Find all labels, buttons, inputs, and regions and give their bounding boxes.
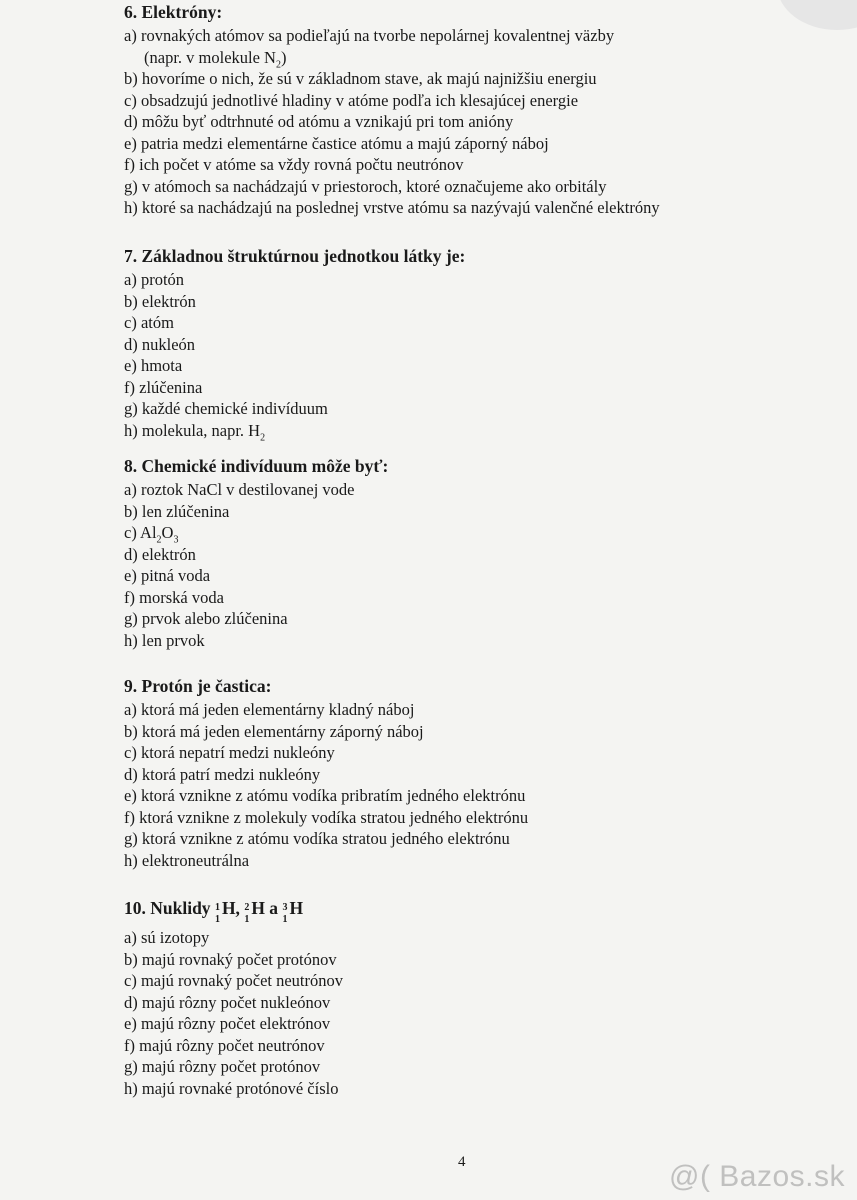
option-8d: d) elektrón (124, 544, 196, 564)
option-10g: g) majú rôzny počet protónov (124, 1057, 321, 1076)
option-6g: g) v atómoch sa nachádzajú v priestoroch, ktoré označujeme ako orbitály (124, 176, 607, 196)
option-9d: d) ktorá patrí medzi nukleóny (124, 764, 321, 784)
question-7-title: 7. Základnou štruktúrnou jednotkou látky je: (124, 246, 466, 266)
question-7 (124, 246, 764, 441)
option-8c: c) $Al_2O_3$ (124, 523, 179, 546)
question-9 (124, 676, 764, 871)
option-8f: f) morská voda (124, 587, 224, 607)
question-9-title: 9. Protón je častica: (124, 676, 272, 696)
option-10b: b) majú rovnaký počet protónov (124, 949, 337, 969)
question-8 (124, 456, 764, 651)
option-6d: d) môžu byť odtrhnuté od atómu a vznikajú pri tom anióny (124, 112, 514, 131)
option-8e: e) pitná voda (124, 566, 211, 585)
option-8h: h) len prvok (124, 630, 205, 650)
option-6b: b) hovoríme o nich, že sú v základnom stave, ak majú najnižšiu energiu (124, 69, 597, 88)
option-9c: c) ktorá nepatrí medzi nukleóny (124, 743, 335, 762)
option-9f: f) ktorá vznikne z molekuly vodíka stratou jedného elektrónu (124, 807, 529, 827)
option-8g: g) prvok alebo zlúčenina (124, 609, 288, 628)
option-8a: a) roztok NaCl v destilovanej vode (124, 480, 355, 499)
option-9e: e) ktorá vznikne z atómu vodíka pribratím jedného elektrónu (124, 786, 526, 805)
option-10e: e) majú rôzny počet elektrónov (124, 1014, 331, 1033)
corner-shadow (777, 0, 857, 30)
option-6c: c) obsadzujú jednotlivé hladiny v atóme podľa ich klesajúcej energie (124, 90, 579, 110)
option-9g: g) ktorá vznikne z atómu vodíka stratou jedného elektrónu (124, 829, 510, 848)
nuclide-2-notation: 2 1 (244, 902, 250, 925)
option-7h: h) molekula, napr. $H_2$ (124, 420, 266, 443)
nuclide-1-notation: 1 1 (214, 902, 220, 925)
option-7g: g) každé chemické indivíduum (124, 399, 328, 418)
question-10 (124, 898, 764, 1099)
option-6f: f) ich počet v atóme sa vždy rovná počtu neutrónov (124, 155, 464, 174)
watermark-logo: @( Bazos.sk (669, 1160, 845, 1193)
option-7e: e) hmota (124, 356, 183, 375)
question-6-title: 6. Elektróny: (124, 2, 223, 22)
question-6 (124, 2, 764, 219)
option-8b: b) len zlúčenina (124, 501, 230, 521)
option-10f: f) majú rôzny počet neutrónov (124, 1035, 325, 1055)
option-7c: c) atóm (124, 313, 174, 332)
option-6h: h) ktoré sa nachádzajú na poslednej vrstve atómu sa nazývajú valenčné elektróny (124, 198, 660, 217)
page-number: 4 (458, 1154, 466, 1170)
option-10a: a) sú izotopy (124, 928, 210, 947)
option-10d: d) majú rôzny počet nukleónov (124, 992, 331, 1012)
option-9a: a) ktorá má jeden elementárny kladný náboj (124, 700, 415, 719)
question-10-title: 10. Nuklidy 1 1 H, 2 1 H a 3 1 H (124, 898, 304, 925)
option-9b: b) ktorá má jeden elementárny záporný náboj (124, 721, 424, 741)
option-10h: h) majú rovnaké protónové číslo (124, 1078, 339, 1098)
question-8-title: 8. Chemické indivíduum môže byť: (124, 456, 389, 476)
option-10c: c) majú rovnaký počet neutrónov (124, 971, 344, 990)
option-7a: a) protón (124, 270, 185, 289)
option-7d: d) nukleón (124, 334, 196, 354)
option-6e: e) patria medzi elementárne častice atómu a majú záporný náboj (124, 133, 549, 153)
nuclide-3-notation: 3 1 (282, 902, 288, 925)
option-7b: b) elektrón (124, 291, 196, 311)
option-6a: a) rovnakých atómov sa podieľajú na tvorbe nepolárnej kovalentnej väzby (124, 26, 615, 45)
option-7f: f) zlúčenina (124, 377, 203, 397)
option-9h: h) elektroneutrálna (124, 850, 250, 870)
option-6a-continuation: (napr. v molekule $N_2$) (144, 47, 287, 70)
